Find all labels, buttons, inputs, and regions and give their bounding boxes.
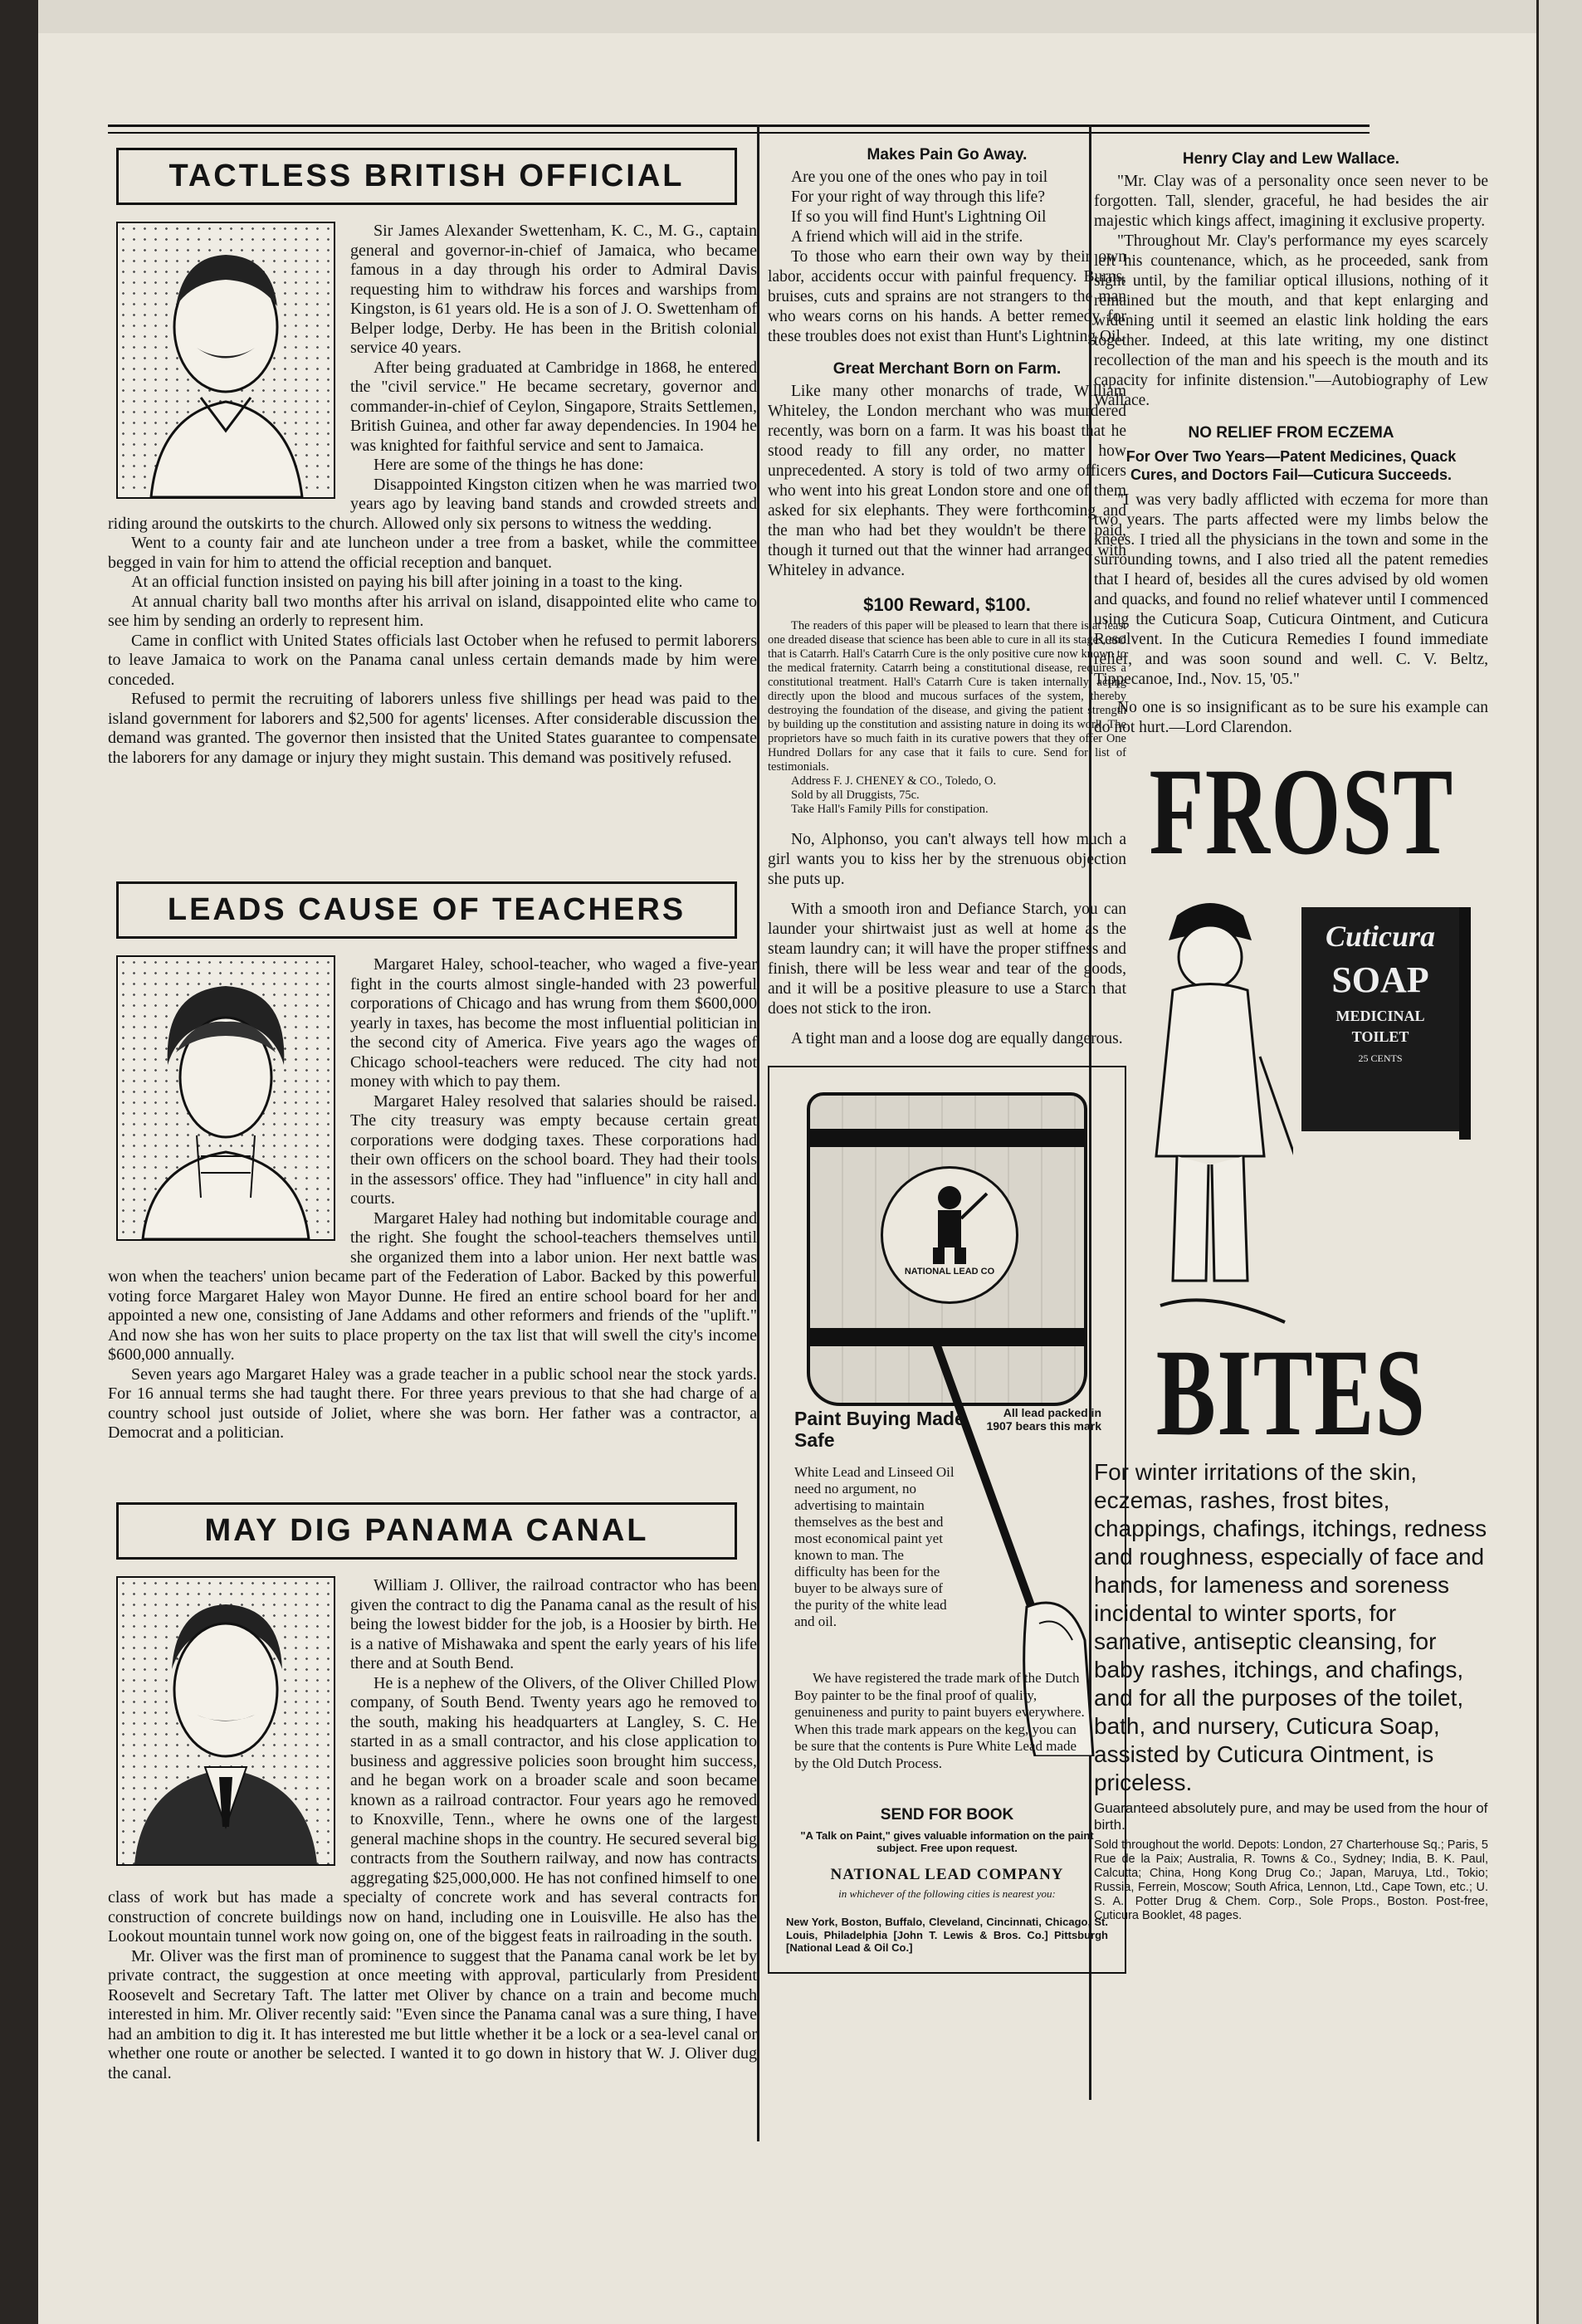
paragraph: Sir James Alexander Swettenham, K. C., M. G., captain general and governor-in-chief of Jamaica, who became famous in a day through his order to Admiral Davis requesting him to withdraw his forces and warships from Kingston, is 61 years old. He is a son of J. O. Swettenham of Belper lodge, Derby. He has been in the British colonial service 40 years. [350, 222, 757, 357]
paragraph: With a smooth iron and Defiance Starch, you can launder your shirtwaist just as well at home as the steam laundry can; it will have the proper stiffness and finish, there will be less wear and tear of the goods, and it will be a positive pleasure to use a Starch that does not stick to the iron. [768, 901, 1126, 1018]
send-for-book: SEND FOR BOOK [880, 1806, 1014, 1824]
article-oliver [108, 1502, 757, 2083]
soap-word: SOAP [1331, 959, 1429, 1000]
paragraph: Margaret Haley resolved that salaries should be raised. The city treasury was empty because certain great corporations were dodging taxes. These corporations had their own officers on the school board. They had their tools in the assessors' office. They had "influence" in city hall and courts. [350, 1091, 757, 1208]
paragraph: Take Hall's Family Pills for constipation. [791, 803, 989, 816]
paragraph: Margaret Haley had nothing but indomitable courage and the right. She fought the school-teachers themselves until she organized them into a labor union. Her next battle was won when the teachers' union became part of the Federation of Labor. Backed by this powerful voting force Margaret Haley won Mayor Dunne. He fired an entire school board for her and appointed a new one, consisting of Jane Addams and other reformers and friends of the "uplift." And now she has won her suits to place property on the tax list that will swell the city's income $600,000 annually. [108, 1208, 757, 1364]
dutch-boy-trademark [881, 1166, 1018, 1304]
keg-band [807, 1129, 1087, 1147]
company-note: in whichever of the following cities is nearest you: [838, 1887, 1056, 1900]
poem-line: Are you one of the ones who pay in toil [791, 168, 1048, 186]
headline-clay: Henry Clay and Lew Wallace. [1182, 150, 1400, 168]
paragraph: To those who earn their own way by their own labor, accidents occur with painful frequency. Burns, bruises, cuts and sprains are not strangers to the man who wears corns on his hands. A better remedy for these troubles does not exist than Hunt's Lightning Oil. [768, 248, 1126, 345]
soap-box [1301, 907, 1459, 1131]
poem-line: For your right of way through this life? [791, 188, 1045, 206]
paragraph: Sold by all Druggists, 75c. [791, 788, 920, 802]
cuticura-illustration [1094, 874, 1488, 1339]
cuticura-guarantee: Guaranteed absolutely pure, and may be used from the hour of birth. [1094, 1800, 1488, 1833]
soap-brand: Cuticura [1325, 920, 1436, 953]
paragraph: He is a nephew of the Olivers, of the Oliver Chilled Plow company, of South Bend. Twenty years ago he removed to the south, making his headquarters at Langley, S. C. He started in as a small contractor, and his close application to business and aggressive policies soon brought him success, and he began work on a broader scale and soon became known as a railroad contractor. Four years ago he removed to Knoxville, Tenn., where he owns one of the largest general machine shops in the country. He secured several big contracts from the Southern railway, and now has contracts aggregating $25,000,000. He has not confined himself to one class of work but has made a specialty of concrete work and has several contracts for construction of concrete buildings now on hand, including one in Louisville. He also has the Lookout mountain tunnel work now going on, one of the biggest feats in railroading in the south. [108, 1673, 757, 1946]
headline-swettenham: TACTLESS BRITISH OFFICIAL [116, 148, 737, 205]
portrait-haley [116, 955, 335, 1241]
portrait-oliver-drawing [118, 1578, 334, 1864]
headline-haley: LEADS CAUSE OF TEACHERS [116, 881, 737, 939]
soap-toilet: TOILET [1351, 1028, 1409, 1045]
paragraph: The readers of this paper will be pleased to learn that there is at least one dreaded disease that science has been able to cure in all its stages, and that is Catarrh. Hall's Catarrh Cure is the only positive cure now known to the medical fraternity. Catarrh being a constitutional disease, requires a constitutional treatment. Hall's Catarrh Cure is taken internally, acting directly upon the blood and mucous surfaces of the system, thereby destroying the foundation of the disease, and giving the patient strength by building up the constitution and assisting nature in doing its work. The proprietors have so much faith in its curative powers that they offer One Hundred Dollars for any case that it fails to cure. Send for list of testimonials. [768, 619, 1126, 774]
paragraph: At an official function insisted on paying his bill after joining in a toast to the king. [131, 573, 683, 591]
paragraph: "Throughout Mr. Clay's performance my eyes scarcely left his countenance, which, as he proceeded, sank from sight until, by the familiar optical illusions, nothing of it remained but the mouth, and that kept enlarging and widening until it seemed an elastic link holding the ears together. Indeed, at this late writing, my one distinct recollection of the man and his speech is the mouth and its capacity for infinite distension."—Autobiography of Lew Wallace. [1094, 232, 1488, 409]
paragraph: After being graduated at Cambridge in 1868, he entered the "civil service." He became secretary, governor and commander-in-chief of Ceylon, Singapore, Straits Settlemen, British Guinea, and other far away dependencies. In 1904 he was knighted for faithful service and sent to Jamaica. [350, 358, 757, 455]
paragraph: William J. Olliver, the railroad contractor who has been given the contract to dig the Panama canal as the result of his being the lowest bidder for the job, is a Hoosier by birth. He is a native of Mishawaka and spent the early years of his life there and at South Bend. [350, 1576, 757, 1672]
paragraph: Address F. J. CHENEY & CO., Toledo, O. [791, 774, 997, 788]
headline-eczema: NO RELIEF FROM ECZEMA [1188, 424, 1394, 442]
poem-line: A friend which will aid in the strife. [791, 228, 1023, 246]
headline-reward: $100 Reward, $100. [863, 594, 1031, 615]
child-figure [1127, 891, 1293, 1339]
paragraph: Like many other monarchs of trade, William Whiteley, the London merchant who was murdered recently, was born on a farm. It was his boast that he stood ready to fill any order, no matter how unprecedented. A story is told of two army officers who went into his great London store and one of them asked for six elephants. They were forthcoming and the man who had bet they wouldn't be there paid, though it turned out that the winner had arranged with Whiteley in advance. [768, 383, 1126, 579]
scan-edge-left [0, 0, 38, 2324]
paint-headline: Paint Buying Made Safe [794, 1408, 965, 1451]
article-swettenham [108, 148, 757, 768]
subtitle-eczema: For Over Two Years—Patent Medicines, Quack Cures, and Doctors Fail—Cuticura Succeeds. [1125, 448, 1457, 483]
paragraph: Mr. Oliver was the first man of prominence to suggest that the Panama canal work be let by private contract, the suggestion at once meeting with approval, particularly from President Roosevelt and Secretary Taft. The latter met Oliver by chance on a train and become much interested in him. Mr. Oliver recently said: "Even since the Panama canal was a sure thing, I have had an ambition to dig it. It has interested me but little whether it be a lock or a sea-level canal or whether one route or another be selected. I wanted it to go down in history that W. J. Oliver dug the canal. [108, 1946, 757, 2082]
paint-body-2: We have registered the trade mark of the Dutch Boy painter to be the final proof of quality, genuineness and purity to paint buyers everywhere. When this trade mark appears on the keg, you can be sure that the contents is Pure White Lead made by the Old Dutch Process. [794, 1670, 1085, 1771]
soap-medicinal: MEDICINAL [1335, 1008, 1425, 1024]
headline-pain: Makes Pain Go Away. [867, 146, 1028, 164]
cuticura-body: For winter irritations of the skin, eczemas, rashes, frost bites, chappings, chafings, itchings, redness and roughness, especially of face and hands, for lameness and soreness incidental to winter sports, for sanative, antiseptic cleansing, for baby rashes, itchings, and chafings, and for all the purposes of the toilet, bath, and nursery, Cuticura Soap, assisted by Cuticura Ointment, is priceless. [1094, 1459, 1487, 1795]
frost-headline: FROST [1149, 743, 1454, 881]
paragraph: No one is so insignificant as to be sure his example can do not hurt.—Lord Clarendon. [1094, 699, 1488, 736]
paragraph: Came in conflict with United States officials last October when he refused to permit laborers to leave Jamaica to work on the Panama canal unless certain demands made by him were conceded. [108, 631, 757, 689]
paragraph: No, Alphonso, you can't always tell how much a girl wants you to kiss her by the strenuous objection she puts up. [768, 831, 1126, 888]
cuticura-advertisement [1094, 743, 1488, 1923]
trademark-note: All lead packed in 1907 bears this mark [986, 1406, 1101, 1433]
portrait-swettenham-drawing [118, 223, 334, 497]
keg-label: NATIONAL LEAD CO [904, 1267, 995, 1277]
paragraph: Here are some of the things he has done: [374, 456, 644, 474]
scan-edge-top [38, 0, 1539, 33]
paragraph: A tight man and a loose dog are equally dangerous. [791, 1030, 1123, 1047]
column-2 [768, 141, 1126, 1974]
poem-line: If so you will find Hunt's Lightning Oil [791, 208, 1047, 226]
column-rule-1 [757, 124, 759, 2141]
send-note: "A Talk on Paint," gives valuable information on the paint subject. Free upon request. [800, 1829, 1094, 1854]
paragraph: Refused to permit the recruiting of laborers unless five shillings per head was paid to the island government for laborers and $2,500 for agents' licenses. After considerable discussion the demand was granted. The governor then insisted that the United States guarantee to compensate the laborers for any damage or injury they might sustain. This demand was positively refused. [108, 690, 757, 767]
dutch-boy-icon [883, 1169, 1016, 1268]
article-haley [108, 881, 757, 1443]
paint-body: White Lead and Linseed Oil need no argument, no advertising to maintain themselves as the best and most economical paint yet known to man. The difficulty has been for the buyer to be always sure of the purity of the white lead and oil. [794, 1464, 955, 1629]
soap-price: 25 CENTS [1358, 1052, 1403, 1064]
paragraph: At annual charity ball two months after his arrival on island, disappointed elite who came to see him by sending an orderly to represent him. [108, 592, 757, 630]
soap-box-side [1459, 907, 1471, 1140]
top-rule [108, 124, 1370, 134]
scan-edge-right [1536, 0, 1582, 2324]
paragraph: Margaret Haley, school-teacher, who waged a five-year fight in the courts almost single-handed with 23 powerful corporations of Chicago and has wrung from them $600,000 yearly in taxes, has become the most influential politician in the second city of America. Five years ago the wages of Chicago school-teachers were reduced. The city had not money with which to pay them. [350, 955, 757, 1091]
headline-oliver: MAY DIG PANAMA CANAL [116, 1502, 737, 1560]
column-3 [1094, 145, 1488, 1923]
paragraph: Went to a county fair and ate luncheon under a tree from a basket, while the committee begged in vain for him to attend the official reception and banquet. [108, 534, 757, 572]
paragraph: Disappointed Kingston citizen when he was married two years ago by leaving band stands and crowded streets and riding around the outskirts to the church. Allowed only six persons to witness the wedding. [108, 475, 757, 533]
paragraph: "Mr. Clay was of a personality once seen never to be forgotten. Tall, slender, graceful, he had besides the air majestic which kings affect, imagining it exclusive property. [1094, 173, 1488, 230]
paragraph: "I was very badly afflicted with eczema for more than two years. The parts affected were my limbs below the knees. I tried all the physicians in the town and some in the surrounding towns, and I also tried all the patent remedies that I heard of, besides all the cures advised by old women and quacks, and found no relief whatever until I commenced using the Cuticura Soap, Cuticura Ointment, and Cuticura Resolvent. In the Cuticura Remedies I found immediate relief, and was soon sound and well. C. V. Beltz, Tippecanoe, Ind., Nov. 15, '05." [1094, 491, 1488, 688]
headline-whiteley: Great Merchant Born on Farm. [833, 360, 1062, 378]
cuticura-fine-print: Sold throughout the world. Depots: London, 27 Charterhouse Sq.; Paris, 5 Rue de la Paix; Australia, R. Towns & Co., Sydney; India, B. K. Paul, Calcutta; China, Hong Kong Drug Co.; Japan, Maruya, Ltd., Tokio; Russia, Ferrein, Moscow; South Africa, Lennon, Ltd., Cape Town, etc.; U. S. A., Potter Drug & Chem. Corp., Sole Props., Boston. Post-free, Cuticura Booklet, 48 pages. [1094, 1838, 1488, 1922]
paragraph: Seven years ago Margaret Haley was a grade teacher in a public school near the stock yards. For 16 annual terms she had taught there. For three years previous to that she had charge of a country school just outside of Joliet, where she was born. Her father was a contractor, a Democrat and a politician. [108, 1365, 757, 1442]
portrait-oliver [116, 1576, 335, 1866]
company-name: NATIONAL LEAD COMPANY [830, 1866, 1064, 1883]
portrait-swettenham [116, 222, 335, 499]
company-cities: New York, Boston, Buffalo, Cleveland, Cincinnati, Chicago, St. Louis, Philadelphia [John T. Lewis & Bros. Co.] Pittsburgh [National Lead & Oil Co.] [786, 1916, 1108, 1954]
portrait-haley-drawing [118, 957, 334, 1239]
paint-advertisement [768, 1066, 1126, 1974]
bites-headline: BITES [1155, 1324, 1427, 1462]
